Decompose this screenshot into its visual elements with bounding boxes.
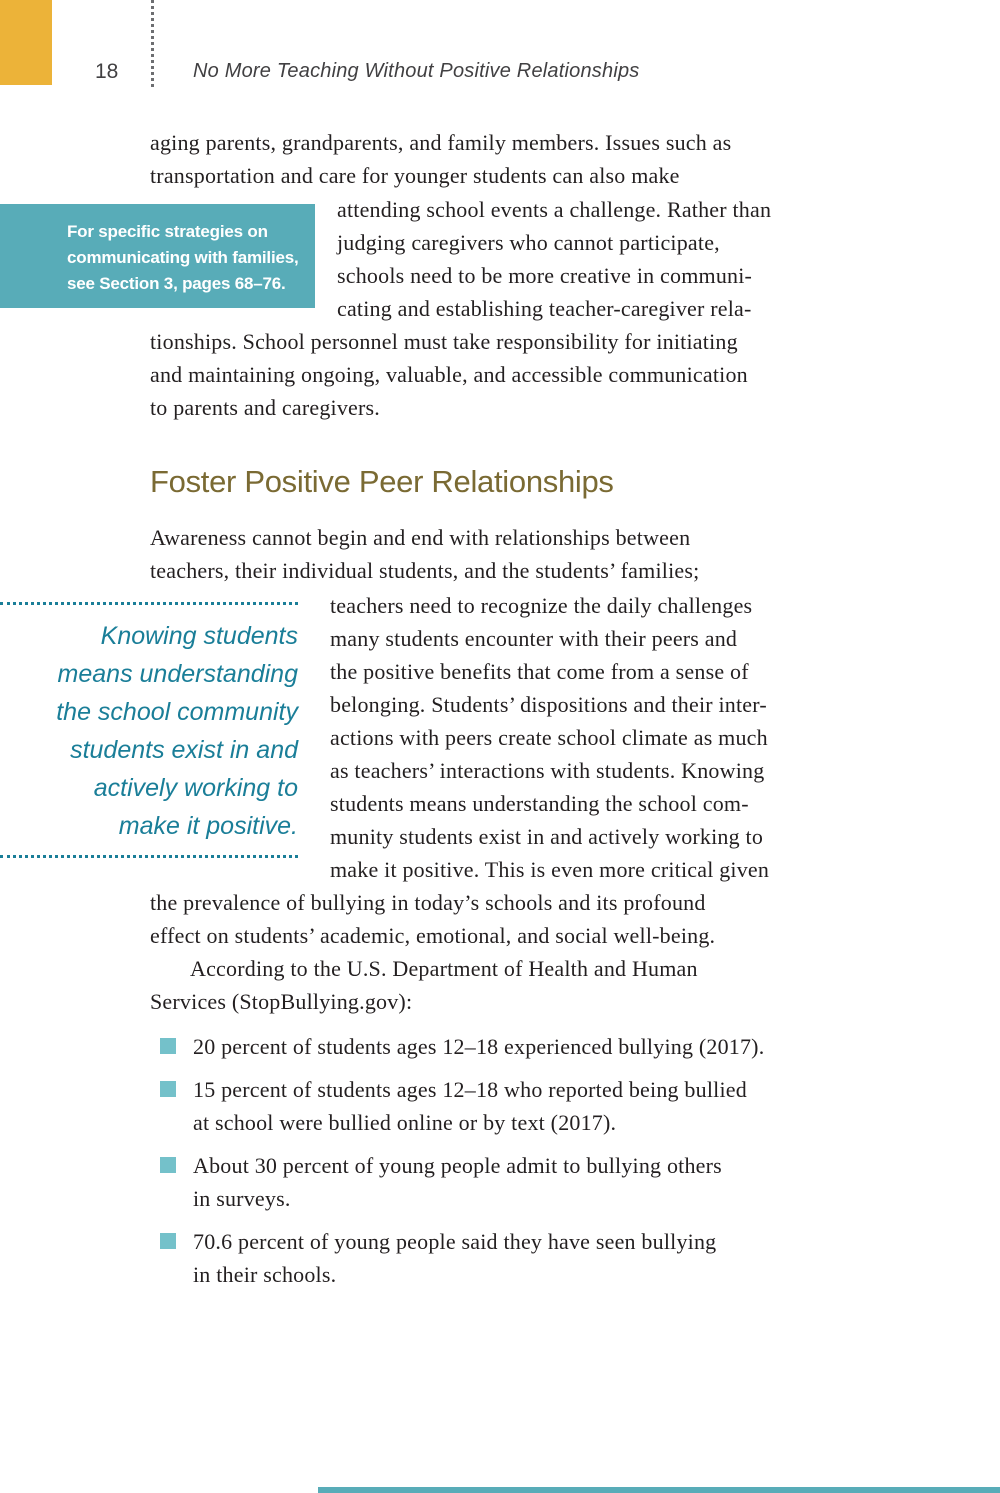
intro-paragraph bbox=[150, 126, 731, 192]
text-line: the prevalence of bullying in today’s schools and its profound bbox=[150, 890, 706, 915]
text-line: munity students exist in and actively working to bbox=[330, 824, 764, 849]
text-line: transportation and care for younger students can also make bbox=[150, 163, 680, 188]
list-item-text bbox=[193, 1030, 764, 1063]
text-line: According to the U.S. Department of Health and Human bbox=[190, 956, 698, 981]
footer-accent-rule bbox=[318, 1487, 1000, 1493]
header-dotted-rule bbox=[151, 0, 154, 87]
square-bullet-icon bbox=[160, 1038, 176, 1054]
text-line: teachers need to recognize the daily challenges bbox=[330, 593, 753, 618]
text-line: in their schools. bbox=[193, 1262, 337, 1287]
text-line: in surveys. bbox=[193, 1186, 291, 1211]
bullet-list bbox=[160, 1030, 880, 1301]
callout-line: see Section 3, pages 68–76. bbox=[67, 274, 286, 293]
corner-accent-block bbox=[0, 0, 52, 85]
intro-paragraph-wrapped bbox=[337, 193, 771, 325]
pullquote bbox=[0, 617, 298, 845]
text-line: students means understanding the school com- bbox=[330, 791, 749, 816]
list-item-text bbox=[193, 1225, 716, 1291]
section-heading: Foster Positive Peer Relationships bbox=[150, 464, 614, 499]
pullquote-dotted-rule-bottom bbox=[0, 855, 298, 858]
pullquote-line: the school community bbox=[56, 698, 298, 726]
text-line: 20 percent of students ages 12–18 experienced bullying (2017). bbox=[193, 1034, 765, 1059]
text-line: attending school events a challenge. Rather than bbox=[337, 197, 772, 222]
text-line: 15 percent of students ages 12–18 who reported being bullied bbox=[193, 1077, 747, 1102]
list-item bbox=[160, 1030, 880, 1063]
text-line: tionships. School personnel must take responsibility for initiating bbox=[150, 329, 738, 354]
section-lead-paragraph bbox=[150, 521, 699, 587]
text-line: effect on students’ academic, emotional, and social well-being. bbox=[150, 923, 716, 948]
section-paragraph-wrapped bbox=[330, 589, 769, 886]
callout-line: For specific strategies on bbox=[67, 222, 268, 241]
pullquote-line: make it positive. bbox=[118, 812, 298, 840]
pullquote-line: Knowing students bbox=[100, 622, 298, 650]
text-line: aging parents, grandparents, and family members. Issues such as bbox=[150, 130, 732, 155]
pullquote-line: students exist in and bbox=[70, 736, 298, 764]
text-line: many students encounter with their peers and bbox=[330, 626, 738, 651]
pullquote-dotted-rule-top bbox=[0, 602, 298, 605]
page-number: 18 bbox=[95, 60, 119, 83]
intro-paragraph-continued bbox=[150, 325, 748, 424]
text-line: the positive benefits that come from a sense of bbox=[330, 659, 749, 684]
text-line: actions with peers create school climate as much bbox=[330, 725, 768, 750]
list-item-text bbox=[193, 1149, 722, 1215]
text-line: About 30 percent of young people admit to bullying others bbox=[193, 1153, 722, 1178]
according-paragraph bbox=[150, 952, 698, 1018]
running-head-title: No More Teaching Without Positive Relationships bbox=[193, 60, 640, 82]
list-item-text bbox=[193, 1073, 747, 1139]
list-item bbox=[160, 1149, 880, 1215]
pullquote-line: means understanding bbox=[57, 660, 298, 688]
text-line: Services (StopBullying.gov): bbox=[150, 989, 413, 1014]
section-paragraph-continued bbox=[150, 886, 715, 952]
text-line: make it positive. This is even more critical given bbox=[330, 857, 770, 882]
square-bullet-icon bbox=[160, 1081, 176, 1097]
list-item bbox=[160, 1073, 880, 1139]
text-line: teachers, their individual students, and the students’ families; bbox=[150, 558, 700, 583]
callout-box bbox=[0, 204, 315, 308]
text-line: judging caregivers who cannot participate, bbox=[337, 230, 720, 255]
list-item bbox=[160, 1225, 880, 1291]
text-line: as teachers’ interactions with students. Knowing bbox=[330, 758, 765, 783]
text-line: belonging. Students’ dispositions and their inter- bbox=[330, 692, 767, 717]
square-bullet-icon bbox=[160, 1233, 176, 1249]
text-line: Awareness cannot begin and end with relationships between bbox=[150, 525, 691, 550]
text-line: cating and establishing teacher-caregiver rela- bbox=[337, 296, 752, 321]
square-bullet-icon bbox=[160, 1157, 176, 1173]
callout-line: communicating with families, bbox=[67, 248, 299, 267]
pullquote-line: actively working to bbox=[93, 774, 298, 802]
text-line: at school were bullied online or by text (2017). bbox=[193, 1110, 617, 1135]
text-line: to parents and caregivers. bbox=[150, 395, 380, 420]
text-line: 70.6 percent of young people said they have seen bullying bbox=[193, 1229, 717, 1254]
text-line: and maintaining ongoing, valuable, and accessible communication bbox=[150, 362, 748, 387]
text-line: schools need to be more creative in communi- bbox=[337, 263, 753, 288]
